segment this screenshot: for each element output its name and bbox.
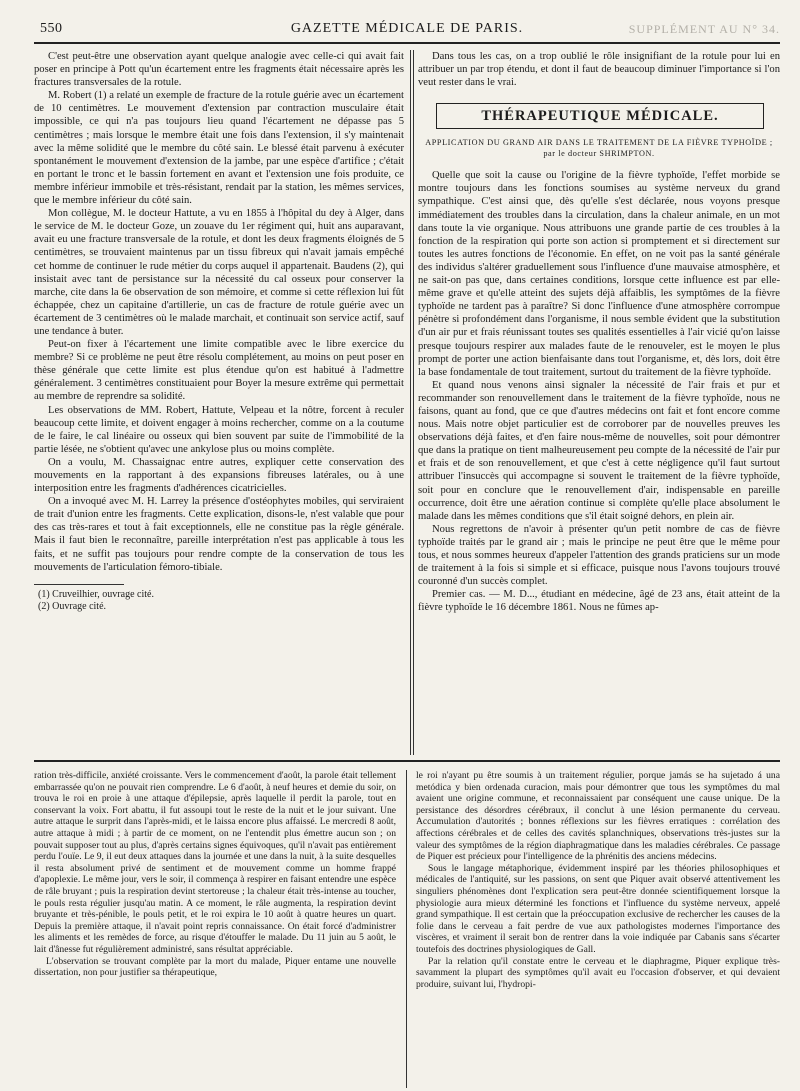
page-header	[34, 20, 780, 44]
paragraph: Nous regrettons de n'avoir à présenter qu'un petit nombre de cas de fièvre typhoïde traités par le grand air ; mais le principe ne peut être que le même pour tous, et nous sommes heureux d'appeler l'attention des grands praticiens sur un mode de traitement à la fois si simple et si efficace, puisque nous l'avons toujours trouvé couronné d'un succès complet.	[418, 523, 780, 588]
bleed-through-text: SUPPLÉMENT AU N° 34.	[628, 22, 780, 36]
page-number: 550	[40, 21, 63, 36]
column-divider	[413, 50, 414, 755]
upper-section	[34, 50, 780, 755]
footnote: (2) Ouvrage cité.	[38, 600, 107, 612]
section-title: THÉRAPEUTIQUE MÉDICALE.	[436, 103, 764, 129]
paragraph: ration très-difficile, anxiété croissante. Vers le commencement d'août, la parole était tellement embarrassée qu'on ne pouvait rien comprendre. Le 6 d'août, à neuf heures et demie du soir, on trouva le roi en proie à une attaque d'épilepsie, après laquelle il perdit la parole, tout en conservant la voix. Fort abattu, il fut assoupi tout le reste de la nuit et le jour suivant. Une autre attaque le surprit dans l'après-midi, et le laissa encore plus affaissé. Le mercredi 8 août, autre attaque à midi ; à partir de ce moment, on ne l'entendit plus émettre aucun son ; on pouvait supposer tout au plus, d'après certains signes équivoques, qu'il n'avait pas entièrement perdu l'ouïe. Le 9, il eut deux attaques dans la journée et une dans la nuit, à la suite desquelles il resta absolument privé de sentiment et de mouvement comme un homme frappé d'apoplexie. Le même jour, vers le soir, il commença à respirer en faisant entendre une espèce de râle bruyant ; puis la respiration devint stertoreuse ; la chaleur était très-intense au toucher, le pouls resta régulier jusqu'au matin. A ce moment, le râle augmenta, la respiration devint bruyante et très-pénible, le pouls petit, et le roi expira le 10 août à quatre heures un quart. Depuis la première attaque, il n'avait point repris connaissance. On était forcé d'administrer les aliments et les remèdes de force, au risque d'étouffer le malade. Du 11 juin au 5 août, le lait d'ânesse fut régulièrement administré, sans résultat appréciable.	[34, 770, 396, 955]
article-subtitle: APPLICATION DU GRAND AIR DANS LE TRAITEMENT DE LA FIÈVRE TYPHOÏDE ; par le docteur SHRIMPTON.	[425, 138, 773, 159]
paragraph: Dans tous les cas, on a trop oublié le rôle insignifiant de la rotule pour lui en attribuer un par trop étendu, et dont il faut de beaucoup diminuer l'importance si l'on veut rester dans le vrai.	[418, 51, 780, 89]
footnote: (1) Cruveilhier, ouvrage cité.	[38, 588, 154, 600]
lower-section	[34, 770, 780, 1088]
lower-right-column	[416, 770, 780, 990]
paragraph: Premier cas. — M. D..., étudiant en médecine, âgé de 23 ans, était atteint de la fièvre typhoïde le 16 décembre 1861. Nous ne fûmes ap-	[418, 589, 780, 614]
lower-left-column	[34, 770, 396, 979]
right-column	[418, 50, 780, 614]
column-divider	[410, 50, 411, 755]
paragraph: Et quand nous venons ainsi signaler la nécessité de l'air frais et pur et recommander son renouvellement dans le traitement de la fièvre typhoïde, nous ne faisons, quant au fond, que ce que d'autres médecins ont fait et font encore comme nous. Mais notre objet particulier est de corroborer par de nouvelles preuves les observations déjà faites, et d'en faire nous-même de nouvelles, soit pour démontrer que dans la pratique on tient malheureusement peu compte de la nécessité de l'air pur et frais et de son renouvellement, et que c'est à cette négligence qu'il faut surtout attribuer l'insuccès qui accompagne si souvent le traitement de la fièvre typhoïde, soit pour en conclure que le renouvellement d'air, indispensable en pareille occurrence, doit être une aération continue si complète qu'elle place absolument le malade dans les mêmes conditions que s'il était soigné dehors, en plein air.	[418, 379, 780, 522]
paragraph: Les observations de MM. Robert, Hattute, Velpeau et la nôtre, forcent à reculer beaucoup cette limite, et doivent engager à moins rechercher, comme on a la coutume de le faire, le cal linéaire ou osseux qui bien souvent par suite de l'immobilité de la partie lésée, ne s'obtient qu'avec une ankylose plus ou moins complète.	[34, 404, 404, 455]
footnote-rule	[34, 584, 124, 585]
paragraph: L'observation se trouvant complète par la mort du malade, Piquer entame une nouvelle dissertation, non pour justifier sa thérapeutique,	[34, 955, 396, 979]
paragraph: Par la relation qu'il constate entre le cerveau et le diaphragme, Piquer explique très-savamment la plupart des symptômes qu'il avait eu l'occasion d'observer, et qui devaient produire, suivant lui, l'hydropi-	[416, 955, 780, 990]
journal-title: GAZETTE MÉDICALE DE PARIS.	[290, 21, 524, 36]
section-divider	[34, 760, 780, 762]
paragraph: M. Robert (1) a relaté un exemple de fracture de la rotule guérie avec un écartement de 10 centimètres. Le mouvement d'extension par contraction musculaire était impossible, ce qui n'a pas toujours lieu quand l'écartement ne dépasse pas 5 centimètres ; mais lorsque le membre était une fois dans l'extension, il s'y maintenait avec la même solidité que le membre du côté sain. Le blessé était parvenu à exécuter spontanément le mouvement d'extension de la jambe, par une espèce d'artifice ; c'était en portant le tronc et le bassin fortement en avant et l'extension une fois produite, ce membre inférieur immobile et très-résistant, rendait par la station, les mêmes services, que le membre inférieur du côté sain.	[34, 90, 404, 207]
left-column	[34, 50, 404, 613]
paragraph: C'est peut-être une observation ayant quelque analogie avec celle-ci qui avait fait poser en principe à Pott qu'un écartement entre les fragments était nécessaire après les fractures transversales de la rotule.	[34, 51, 404, 89]
paragraph: Mon collègue, M. le docteur Hattute, a vu en 1855 à l'hôpital du dey à Alger, dans le service de M. le docteur Goze, un zouave du 1er régiment qui, huit ans auparavant, avait eu une fracture transversale de la rotule, et dont les deux fragments éloignés de 5 centimètres, se trouvaient maintenus par un tissu fibreux qui n'avait jamais empêché cet homme de continuer le rude métier du corps auquel il appartenait. Baudens (2), qui insistait avec tant de persistance sur la nécessité du cal osseux pour conserver la marche, cite dans la 6e observation de son mémoire, et comme si cette réflexion lui fût échappée, chez un capitaine d'artillerie, un cas de fracture de rotule guérie avec un écartement de 3 centimètres où le malade marchait, et continuait son service actif, sauf une tendance à buter.	[34, 208, 404, 337]
paragraph: Quelle que soit la cause ou l'origine de la fièvre typhoïde, l'effet morbide se montre toujours dans les fonctions soumises au système nerveux du grand sympathique. C'est ainsi que, dès qu'elle s'est déclarée, nous voyons presque immédiatement des troubles dans la circulation, dans la chaleur animale, en un mot dans toute la vie organique. Nous attribuons une grande partie de ces troubles à la fonction de la respiration qui porte son action si promptement et si directement sur toutes les autres fonctions de l'économie. En effet, on ne voit pas la santé générale des individus s'altérer graduellement sous l'influence d'une mauvaise atmosphère, et ne sait-on pas que, dans certaines conditions, lorsque cette influence est par elle-même grave et qu'elle atteint des sujets déjà affaiblis, les symptômes de la fièvre typhoïde ne tardent pas à paraître? Si donc l'influence d'une atmosphère corrompue pénètre si profondément dans l'organisme, il nous semble évident que la substitution d'un air pur et frais réunissant toutes ses qualités essentielles à l'air vicié qu'on laisse presque toujours respirer aux malades faute de le renouveler, est le moyen le plus prompt de porter une action bienfaisante dans tout l'organisme, et, dès lors, doit être la base fondamentale de tout traitement, surtout du traitement de la fièvre typhoïde.	[418, 170, 780, 378]
paragraph: On a invoqué avec M. H. Larrey la présence d'ostéophytes mobiles, qui serviraient de trait d'union entre les fragments. Cette explication, disons-le, n'est valable que pour des cas très-rares et tout à fait exceptionnels, elle ne constitue pas la règle générale. Mais il faut bien le reconnaître, pareille interprétation n'est pas applicable à tous les faits, et ne suffit pas toujours pour rendre compte de la conservation de tous les mouvements de l'articulation fémoro-tibiale.	[34, 496, 404, 573]
column-divider	[406, 770, 407, 1088]
paragraph: Peut-on fixer à l'écartement une limite compatible avec le libre exercice du membre? Si ce problème ne peut être résolu complétement, au moins on peut poser en thèse générale que cette limite est plus étendue qu'on est habitué à l'admettre généralement. 3 centimètres constituaient pour Boyer la mesure extrême qui permettait au membre de reprendre sa solidité.	[34, 339, 404, 403]
paragraph: Sous le langage métaphorique, évidemment inspiré par les théories philosophiques et médicales de l'antiquité, sur les passions, on sent que Piquer avait observé attentivement les singuliers phénomènes dont l'explication sera peut-être donnée scientifiquement lorsque la physiologie aura mieux déterminé les fonctions et l'influence du système nerveux, appelé grand sympathique. Il est certain que la préoccupation exclusive de rechercher les causes de la folie dans le cerveau a fait perdre de vue aux pathologistes modernes l'importance des viscères, et vraiment il serait bon de rentrer dans la voie indiquée par Cabanis sans s'écarter toutefois des doctrines physiologiques de Gall.	[416, 862, 780, 955]
paragraph: le roi n'ayant pu être soumis à un traitement régulier, porque jamás se ha sujetado á una metódica y bien ordenada curacion, mais pour démontrer que tous les symptômes du mal avaient une origine commune, et reconnaissaient par conséquent une cause unique. De la persistance des désordres cérébraux, il conclut à une lésion permanente du cerveau. Accumulation d'autorités ; bonnes réflexions sur les fièvres erratiques : corrélation des affections cérébrales et de celles des cavités splanchniques, observations très-justes sur la valeur des symptômes de la région diaphragmatique dans les maladies cérébrales. Ce passage de Piquer est précieux pour l'intelligence de la phrénitis des anciens médecins.	[416, 770, 780, 863]
paragraph: On a voulu, M. Chassaignac entre autres, expliquer cette conservation des mouvements en la rapportant à des expansions fibreuses latérales, ou à une interposition entre les fragments d'adhérences cicatricielles.	[34, 456, 404, 495]
